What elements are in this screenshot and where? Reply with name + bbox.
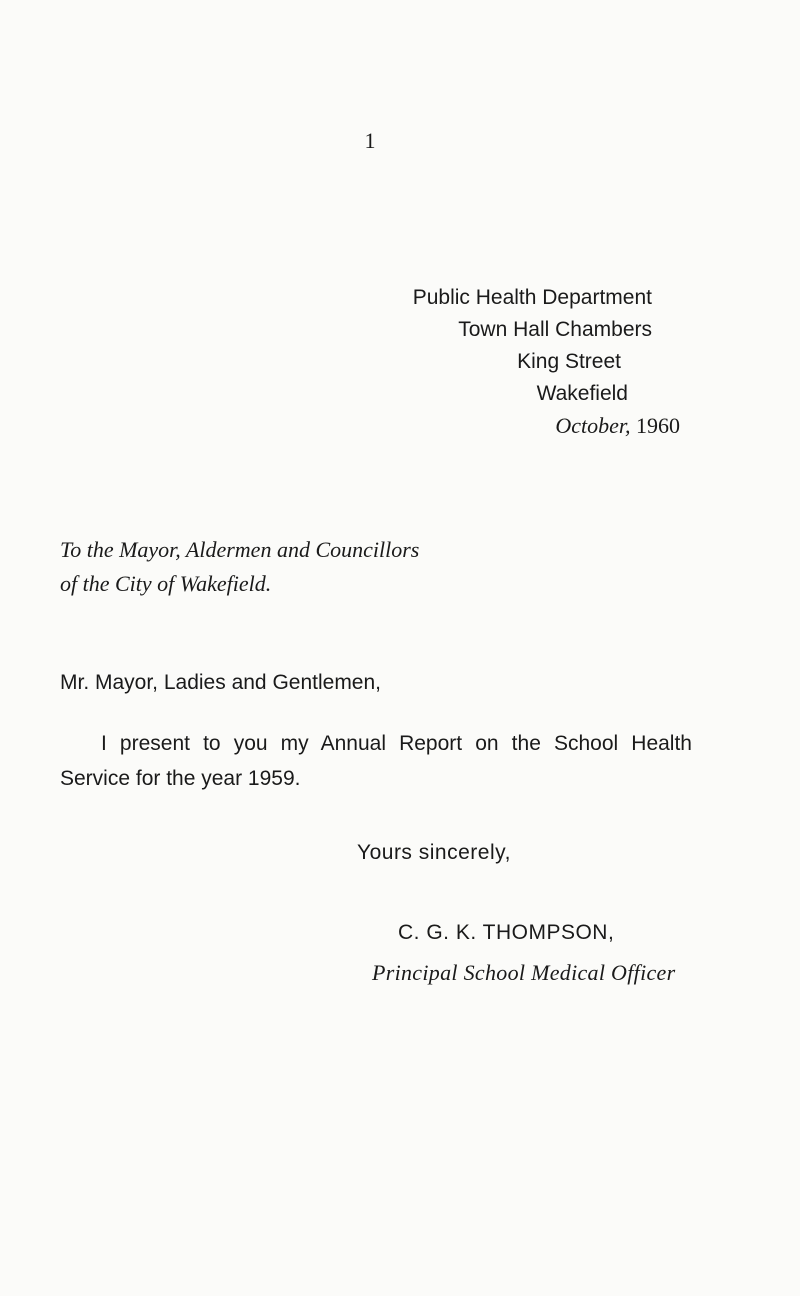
addressee [60, 533, 419, 601]
letter-body [60, 726, 692, 796]
signatory-title: Principal School Medical Officer [372, 960, 676, 985]
body-line-2: Service for the year 1959. [60, 767, 301, 790]
addressee-line-1: To the Mayor, Aldermen and Councillors [60, 537, 420, 562]
date-year: 1960 [636, 413, 680, 438]
address-street: King Street [517, 350, 621, 373]
body-line-1: I present to you my Annual Report on the School Health [101, 732, 692, 755]
address-department: Public Health Department [412, 286, 652, 309]
page-number: 1 [364, 128, 376, 153]
date-month: October, [555, 413, 631, 438]
address-building: Town Hall Chambers [458, 318, 652, 341]
letter-date [555, 411, 680, 441]
addressee-line-2: of the City of Wakefield. [60, 571, 272, 596]
closing: Yours sincerely, [357, 841, 511, 864]
address-city: Wakefield [536, 382, 628, 405]
salutation: Mr. Mayor, Ladies and Gentlemen, [60, 671, 381, 694]
signature-name: C. G. K. THOMPSON, [398, 921, 615, 944]
